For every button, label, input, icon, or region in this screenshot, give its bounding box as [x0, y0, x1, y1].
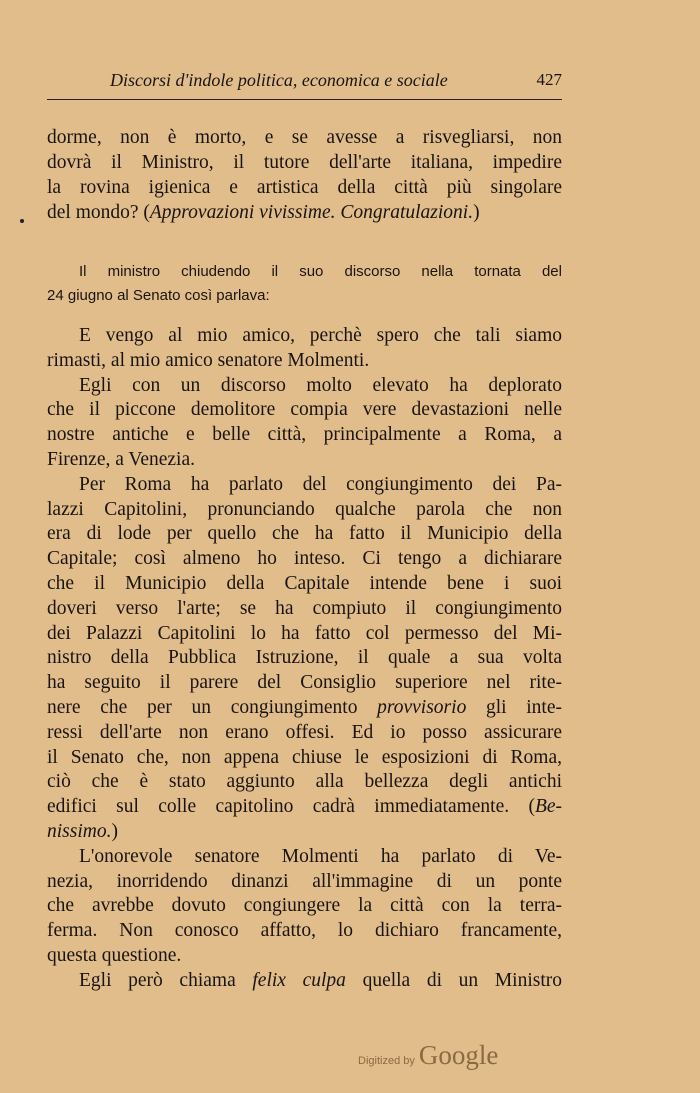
text-segment: nostre antiche e belle città, principalmente a Roma, a — [47, 424, 562, 446]
text-line — [47, 200, 562, 225]
text-segment: 24 giugno al Senato così parlava: — [47, 287, 270, 304]
text-segment: che il Municipio della Capitale intende bene i suoi — [47, 572, 562, 594]
text-segment: lazzi Capitolini, pronunciando qualche parola che non — [47, 498, 562, 520]
text-segment: quella di un Ministro — [345, 969, 562, 991]
italic-text: felix culpa — [252, 969, 346, 991]
text-segment: Il ministro chiudendo il suo discorso nella tornata del — [79, 263, 562, 280]
text-line — [47, 423, 562, 448]
text-line — [47, 175, 562, 200]
running-header — [110, 70, 562, 96]
text-segment: ciò che è stato aggiunto alla bellezza degli antichi — [47, 771, 562, 793]
text-line — [47, 448, 562, 473]
text-segment: che il piccone demolitore compia vere devastazioni nelle — [47, 399, 562, 421]
text-segment: il Senato che, non appena chiuse le esposizioni di Roma, — [47, 746, 562, 768]
text-segment: era di lode per quello che ha fatto il Municipio della — [47, 523, 562, 545]
watermark — [358, 1040, 498, 1071]
text-segment: edifici sul colle capitolino cadrà immediatamente. ( — [47, 796, 535, 818]
text-line — [47, 894, 562, 919]
text-line — [47, 284, 562, 308]
speech-text — [47, 324, 562, 994]
text-segment: doveri verso l'arte; se ha compiuto il congiungimento — [47, 597, 562, 619]
text-segment: ) — [473, 202, 480, 223]
header-rule — [47, 99, 562, 100]
text-line — [47, 473, 562, 498]
text-segment: L'onorevole senatore Molmenti ha parlato di Ve- — [79, 845, 562, 867]
text-segment: gli inte- — [466, 696, 562, 718]
text-line — [47, 522, 562, 547]
italic-text: provvisorio — [377, 696, 467, 718]
text-segment: Egli però chiama — [79, 969, 253, 991]
text-line — [47, 770, 562, 795]
text-segment: Per Roma ha parlato del congiungimento dei Pa- — [79, 473, 562, 495]
text-line — [47, 125, 562, 150]
text-line — [47, 547, 562, 572]
text-segment: Egli con un discorso molto elevato ha deplorato — [79, 374, 562, 396]
text-line — [47, 260, 562, 284]
text-segment: del mondo? ( — [47, 202, 150, 223]
text-line — [47, 671, 562, 696]
editorial-intro — [47, 260, 562, 308]
margin-speck — [20, 219, 24, 223]
text-segment: ferma. Non conosco affatto, lo dichiaro francamente, — [47, 920, 562, 942]
text-line — [47, 349, 562, 374]
text-segment: ha seguito il parere del Consiglio superiore nel rite- — [47, 672, 562, 694]
text-line — [47, 646, 562, 671]
text-line — [47, 374, 562, 399]
text-segment: ressi dell'arte non erano offesi. Ed io posso assicurare — [47, 721, 562, 743]
text-line — [47, 746, 562, 771]
text-segment: Capitale; così almeno ho inteso. Ci tengo a dichiarare — [47, 548, 562, 570]
text-segment: dei Palazzi Capitolini lo ha fatto col permesso del Mi- — [47, 622, 562, 644]
text-segment: dovrà il Ministro, il tutore dell'arte italiana, impedire — [47, 152, 562, 173]
text-segment: la rovina igienica e artistica della città più singolare — [47, 177, 562, 198]
text-line — [47, 150, 562, 175]
text-line — [47, 597, 562, 622]
paragraph-continuation — [47, 125, 562, 225]
text-segment: questa questione. — [47, 944, 182, 966]
text-segment: nistro della Pubblica Istruzione, il quale a sua volta — [47, 647, 562, 669]
text-segment: E vengo al mio amico, perchè spero che tali siamo — [79, 325, 562, 346]
text-segment: Firenze, a Venezia. — [47, 448, 195, 470]
text-segment: rimasti, al mio amico senatore Molmenti. — [47, 349, 370, 371]
text-line — [47, 845, 562, 870]
text-line — [47, 572, 562, 597]
text-line — [47, 795, 562, 820]
text-segment: ) — [111, 820, 118, 842]
text-line — [47, 696, 562, 721]
text-segment: che avrebbe dovuto congiungere la città con la terra- — [47, 895, 562, 917]
italic-text: nissimo. — [47, 820, 112, 842]
text-segment: dorme, non è morto, e se avesse a risvegliarsi, non — [47, 127, 562, 148]
watermark-logo: Google — [418, 1040, 499, 1070]
text-line — [47, 721, 562, 746]
text-line — [47, 498, 562, 523]
italic-text: Approvazioni vivissime. Congratulazioni. — [149, 202, 474, 223]
running-title: Discorsi d'indole politica, economica e sociale — [110, 70, 448, 90]
text-segment: nezia, inorridendo dinanzi all'immagine di un ponte — [47, 870, 562, 892]
text-line — [47, 944, 562, 969]
italic-text: Be- — [534, 796, 562, 818]
text-line — [47, 919, 562, 944]
text-segment: nere che per un congiungimento — [47, 696, 378, 718]
text-line — [47, 398, 562, 423]
text-line — [47, 870, 562, 895]
text-line — [47, 324, 562, 349]
page-number: 427 — [536, 70, 562, 89]
text-line — [47, 969, 562, 994]
text-line — [47, 820, 562, 845]
watermark-small: Digitized by — [358, 1055, 415, 1067]
text-line — [47, 622, 562, 647]
